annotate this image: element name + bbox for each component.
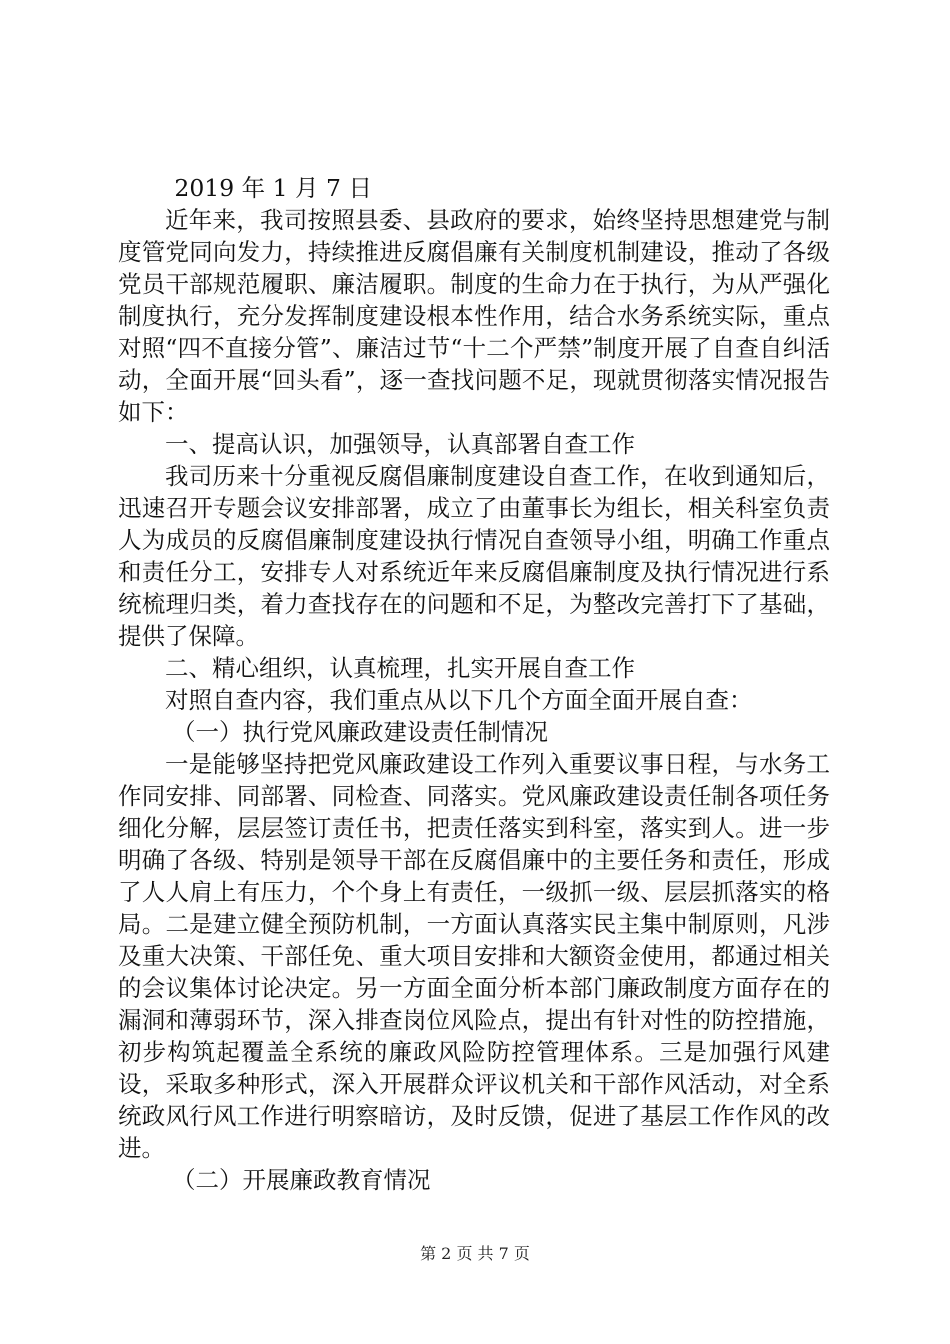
section-2-intro: 对照自查内容，我们重点从以下几个方面全面开展自查：	[165, 686, 753, 714]
section-1-paragraph: 我司历来十分重视反腐倡廉制度建设自查工作，在收到通知后，迅速召开专题会议安排部署，成立了由董事长为组长，相关科室负责人为成员的反腐倡廉制度建设执行情况自查领导小组，明确工作重点和责任分工，安排专人对系统近年来反腐倡廉制度及执行情况进行系统梳理归类，着力查找存在的问题和不足，为整改完善打下了基础，提供了保障。	[118, 462, 830, 650]
section-heading-2: 二、精心组织，认真梳理，扎实开展自查工作	[165, 654, 635, 682]
section-heading-1: 一、提高认识，加强领导，认真部署自查工作	[165, 430, 635, 458]
document-date: 2019 年 1 月 7 日	[174, 174, 372, 202]
document-body	[118, 172, 830, 1196]
page-footer: 第 2 页 共 7 页	[420, 1244, 530, 1263]
intro-paragraph: 近年来，我司按照县委、县政府的要求，始终坚持思想建党与制度管党同向发力，持续推进反腐倡廉有关制度机制建设，推动了各级党员干部规范履职、廉洁履职。制度的生命力在于执行，为从严强化制度执行，充分发挥制度建设根本性作用，结合水务系统实际，重点对照“四不直接分管”、廉洁过节“十二个严禁”制度开展了自查自纠活动，全面开展“回头看”，逐一查找问题不足，现就贯彻落实情况报告如下：	[118, 206, 830, 426]
subsection-heading-2: （二）开展廉政教育情况	[172, 1166, 431, 1194]
subsection-1-paragraph: 一是能够坚持把党风廉政建设工作列入重要议事日程，与水务工作同安排、同部署、同检查、同落实。党风廉政建设责任制各项任务细化分解，层层签订责任书，把责任落实到科室，落实到人。进一步明确了各级、特别是领导干部在反腐倡廉中的主要任务和责任，形成了人人肩上有压力，个个身上有责任，一级抓一级、层层抓落实的格局。二是建立健全预防机制，一方面认真落实民主集中制原则，凡涉及重大决策、干部任免、重大项目安排和大额资金使用，都通过相关的会议集体讨论决定。另一方面全面分析本部门廉政制度方面存在的漏洞和薄弱环节，深入排查岗位风险点，提出有针对性的防控措施，初步构筑起覆盖全系统的廉政风险防控管理体系。三是加强行风建设，采取多种形式，深入开展群众评议机关和干部作风活动，对全系统政风行风工作进行明察暗访，及时反馈，促进了基层工作作风的改进。	[118, 750, 830, 1162]
subsection-heading-1: （一）执行党风廉政建设责任制情况	[172, 718, 549, 746]
